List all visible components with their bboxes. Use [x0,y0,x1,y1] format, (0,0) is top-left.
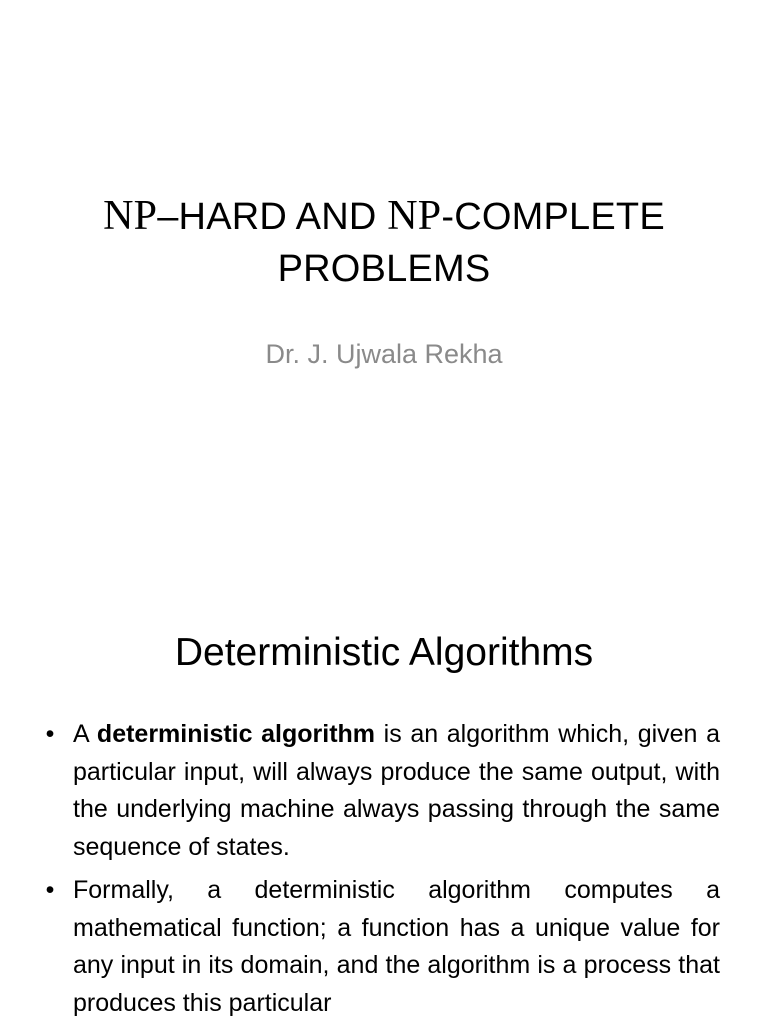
bullet-text: Formally, a deterministic algorithm computes a mathematical function; a function has a unique value for any input in its domain, and the algorithm is a process that produces this particular [73,876,720,1017]
title-np-second: NP [387,193,442,239]
content-slide [0,512,768,1024]
title-text-problems: PROBLEMS [277,248,491,290]
bullet-bold-term: deterministic algorithm [96,720,376,748]
title-text-hard: –HARD AND [157,196,388,238]
author-subtitle: Dr. J. Ujwala Rekha [265,339,503,369]
bullet-item-formal [40,872,720,1022]
bullet-list [40,716,720,1024]
title-np-first: NP [103,193,158,239]
bullet-item-definition [40,716,720,866]
bullet-suffix: is an algorithm which, given a particular input, will always produce the same output, with the underlying machine always passing through the same sequence of states. [73,720,720,861]
title-text-complete: -COMPLETE [441,196,665,238]
slide-title: Deterministic Algorithms [174,631,594,674]
presentation-title [40,190,728,295]
bullet-dot-icon: • [45,720,55,748]
bullet-dot-icon: • [45,876,55,904]
bullet-prefix: A [73,720,97,748]
